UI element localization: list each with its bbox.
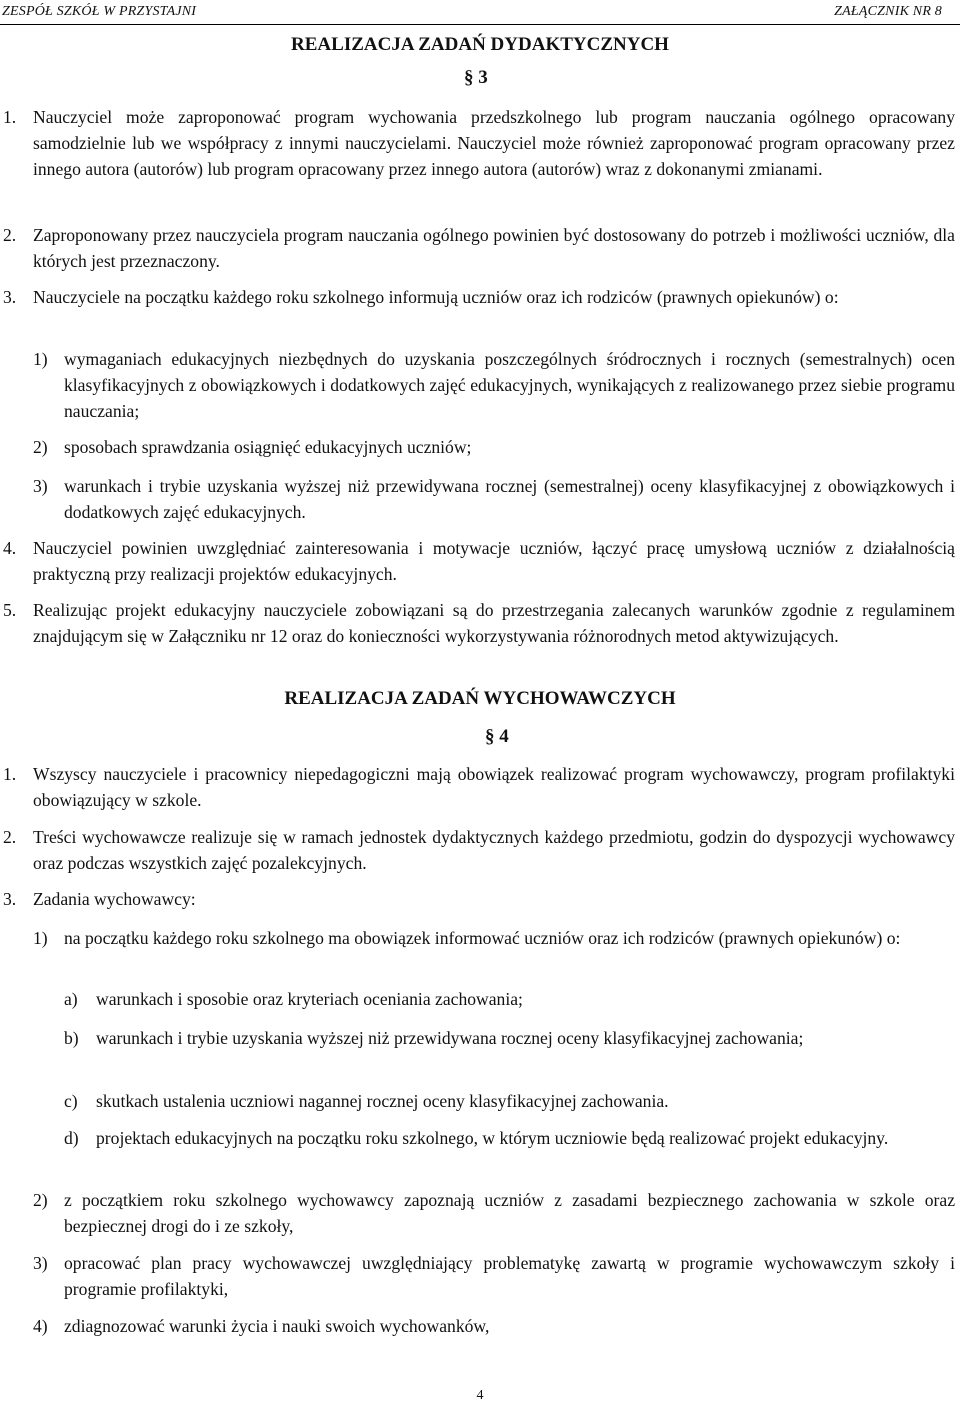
item-text: projektach edukacyjnych na początku roku szkolnego, w którym uczniowie będą realizować projekt edukacyjny. <box>96 1128 889 1148</box>
item-text: wymaganiach edukacyjnych niezbędnych do uzyskania poszczególnych śródrocznych i rocznych (semestralnych) ocen klasyfikacyjnych z obowiązkowych i dodatkowych zajęć edukacyjnych, wynikających z realizowanego przez siebie programu nauczania; <box>64 349 955 421</box>
item-number: 3. <box>3 287 17 307</box>
item-text: Realizując projekt edukacyjny nauczyciele zobowiązani są do przestrzegania zalecanych warunków zgodnie z regulaminem znajdującym się w Załączniku nr 12 oraz do konieczności wykorzystywania różnorodnych metod aktywizujących. <box>33 600 955 646</box>
list-item <box>3 284 955 310</box>
list-letter-item <box>64 1088 896 1114</box>
item-text: Wszyscy nauczyciele i pracownicy niepedagogiczni mają obowiązek realizować program wychowawczy, program profilaktyki obowiązujący w szkole. <box>33 764 955 810</box>
list-item <box>3 824 955 876</box>
item-letter: d) <box>64 1128 79 1148</box>
item-text: Zaproponowany przez nauczyciela program nauczania ogólnego powinien być dostosowany do potrzeb i możliwości uczniów, dla których jest przeznaczony. <box>33 225 955 271</box>
item-text: na początku każdego roku szkolnego ma obowiązek informować uczniów oraz ich rodziców (prawnych opiekunów) o: <box>64 928 901 948</box>
item-letter: a) <box>64 989 78 1009</box>
item-text: skutkach ustalenia uczniowi nagannej rocznej oceny klasyfikacyjnej zachowania. <box>96 1091 669 1111</box>
list-item <box>3 104 955 182</box>
list-letter-item <box>64 1125 936 1151</box>
header-school-name: ZESPÓŁ SZKÓŁ W PRZYSTAJNI <box>2 4 197 19</box>
page-number: 4 <box>476 1388 484 1403</box>
item-text: warunkach i sposobie oraz kryteriach oceniania zachowania; <box>96 989 523 1009</box>
section-title-educational: REALIZACJA ZADAŃ WYCHOWAWCZYCH <box>284 688 676 709</box>
item-text: zdiagnozować warunki życia i nauki swoich wychowanków, <box>64 1316 490 1336</box>
paragraph-sign-3: § 3 <box>464 67 488 88</box>
section-title-didactic: REALIZACJA ZADAŃ DYDAKTYCZNYCH <box>291 34 669 55</box>
item-text: Nauczyciele na początku każdego roku szkolnego informują uczniów oraz ich rodziców (prawnych opiekunów) o: <box>33 287 839 307</box>
item-number: 5. <box>3 600 17 620</box>
list-letter-item <box>64 986 896 1012</box>
list-item <box>3 597 955 649</box>
list-letter-item <box>64 1025 896 1051</box>
paragraph-sign-4: § 4 <box>485 726 509 747</box>
item-text: Nauczyciel powinien uwzględniać zainteresowania i motywacje uczniów, łączyć pracę umysłową uczniów z działalnością praktyczną przy realizacji projektów edukacyjnych. <box>33 538 955 584</box>
item-number: 2. <box>3 225 17 245</box>
item-number: 1) <box>33 349 48 369</box>
list-item <box>3 886 955 912</box>
item-number: 1) <box>33 928 48 948</box>
item-number: 2) <box>33 437 48 457</box>
list-subitem <box>33 925 955 951</box>
list-subitem <box>33 1313 955 1339</box>
list-subitem <box>33 1187 955 1239</box>
list-subitem <box>33 346 955 424</box>
running-header <box>0 4 960 25</box>
item-letter: c) <box>64 1091 78 1111</box>
item-text: warunkach i trybie uzyskania wyższej niż przewidywana rocznej (semestralnej) oceny klasyfikacyjnej z obowiązkowych i dodatkowych zajęć edukacyjnych. <box>64 476 955 522</box>
item-text: Treści wychowawcze realizuje się w ramach jednostek dydaktycznych każdego przedmiotu, godzin do dyspozycji wychowawcy oraz podczas wszystkich zajęć pozalekcyjnych. <box>33 827 955 873</box>
item-letter: b) <box>64 1028 79 1048</box>
item-number: 3. <box>3 889 17 909</box>
list-subitem <box>33 473 955 525</box>
item-text: warunkach i trybie uzyskania wyższej niż przewidywana rocznej oceny klasyfikacyjnej zachowania; <box>96 1028 804 1048</box>
item-text: Zadania wychowawcy: <box>33 889 196 909</box>
list-subitem <box>33 434 955 460</box>
item-number: 4) <box>33 1316 48 1336</box>
item-number: 2) <box>33 1190 48 1210</box>
item-number: 2. <box>3 827 17 847</box>
item-number: 1. <box>3 764 17 784</box>
header-attachment-label: ZAŁĄCZNIK NR 8 <box>834 4 942 19</box>
item-number: 3) <box>33 1253 48 1273</box>
item-text: sposobach sprawdzania osiągnięć edukacyjnych uczniów; <box>64 437 472 457</box>
item-text: Nauczyciel może zaproponować program wychowania przedszkolnego lub program nauczania ogólnego opracowany samodzielnie lub we współpracy z innymi nauczycielami. Nauczyciel może również zaproponować program opracowany przez innego autora (autorów) lub program opracowany przez innego autora (autorów) wraz z dokonanymi zmianami. <box>33 107 955 179</box>
item-number: 4. <box>3 538 17 558</box>
item-number: 3) <box>33 476 48 496</box>
list-item <box>3 761 955 813</box>
item-text: z początkiem roku szkolnego wychowawcy zapoznają uczniów z zasadami bezpiecznego zachowania w szkole oraz bezpiecznej drogi do i ze szkoły, <box>64 1190 955 1236</box>
item-number: 1. <box>3 107 17 127</box>
list-item <box>3 535 955 587</box>
list-item <box>3 222 955 274</box>
list-subitem <box>33 1250 955 1302</box>
item-text: opracować plan pracy wychowawczej uwzględniający problematykę zawartą w programie wychowawczym szkoły i programie profilaktyki, <box>64 1253 955 1299</box>
